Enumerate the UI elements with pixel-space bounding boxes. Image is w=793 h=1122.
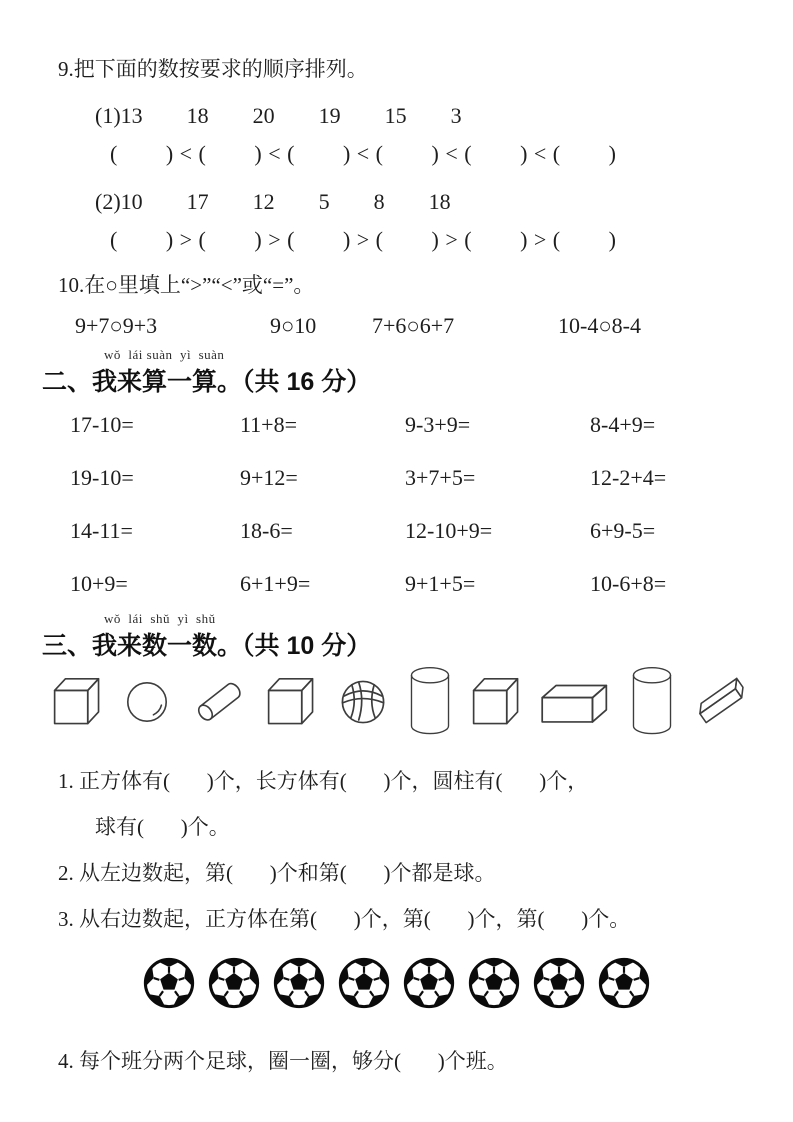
section-3-heading: 三、我来数一数。（共 10 分）: [42, 632, 372, 660]
calc-expression: 9-3+9=: [405, 412, 471, 437]
calc-expression: 6+9-5=: [590, 518, 656, 543]
section-3-pinyin: wǒ lái shǔ yì shǔ: [104, 611, 216, 626]
question-1-line2: 球有( )个。: [95, 815, 230, 839]
question-1-line1: 1. 正方体有( )个，长方体有( )个，圆柱有( )个，: [58, 769, 589, 793]
prism-icon: [689, 671, 755, 733]
cylinder-icon: [628, 664, 676, 740]
question-9-part2-answer-blanks: ( ) > ( ) > ( ) > ( ) > ( ) > ( ): [110, 227, 617, 252]
section-2-pinyin: wǒ lái suàn yì suàn: [104, 347, 225, 362]
soccer-ball-row: [0, 952, 793, 1014]
calc-expression: 9+12=: [240, 465, 298, 490]
soccer-ball-icon: [597, 956, 651, 1010]
compare-expression: 7+6○6+7: [372, 313, 455, 338]
cylinder-icon: [406, 664, 454, 740]
calc-expression: 11+8=: [240, 412, 297, 437]
cube-icon: [48, 670, 106, 734]
question-4: 4. 每个班分两个足球，圈一圈，够分( )个班。: [58, 1049, 508, 1073]
compare-expression: 9+7○9+3: [75, 313, 158, 338]
soccer-ball-icon: [402, 956, 456, 1010]
section-2-heading: 二、我来算一算。（共 16 分）: [42, 368, 372, 396]
calculation-grid: [70, 412, 730, 624]
question-9-part1-answer-blanks: ( ) < ( ) < ( ) < ( ) < ( ) < ( ): [110, 141, 617, 166]
soccer-ball-icon: [272, 956, 326, 1010]
cube-icon: [262, 670, 320, 734]
soccer-ball-icon: [207, 956, 261, 1010]
question-3: 3. 从右边数起，正方体在第( )个，第( )个，第( )个。: [58, 907, 631, 931]
shapes-row: [48, 656, 755, 748]
compare-expression: 10-4○8-4: [558, 313, 641, 338]
calc-expression: 6+1+9=: [240, 571, 311, 596]
cylinder-rod-icon: [188, 669, 250, 735]
cuboid-icon: [537, 675, 615, 729]
question-9-part2-numbers: (2)10 17 12 5 8 18: [95, 189, 451, 214]
calc-expression: 3+7+5=: [405, 465, 476, 490]
question-9-part1-numbers: (1)13 18 20 19 15 3: [95, 103, 462, 128]
question-10-items: [0, 312, 793, 342]
calc-expression: 17-10=: [70, 412, 134, 437]
soccer-ball-icon: [467, 956, 521, 1010]
sphere-icon: [119, 674, 175, 730]
question-9-title: 9.把下面的数按要求的顺序排列。: [58, 57, 368, 81]
calc-expression: 9+1+5=: [405, 571, 476, 596]
calc-expression: 8-4+9=: [590, 412, 656, 437]
calc-expression: 12-2+4=: [590, 465, 667, 490]
calc-expression: 12-10+9=: [405, 518, 493, 543]
calc-expression: 10+9=: [70, 571, 128, 596]
question-2: 2. 从左边数起，第( )个和第( )个都是球。: [58, 861, 496, 885]
soccer-ball-icon: [532, 956, 586, 1010]
volleyball-icon: [333, 672, 393, 732]
cube-icon: [467, 670, 525, 734]
soccer-ball-icon: [142, 956, 196, 1010]
calc-expression: 14-11=: [70, 518, 133, 543]
calc-expression: 18-6=: [240, 518, 293, 543]
question-10-title: 10.在○里填上“>”“<”或“=”。: [58, 273, 315, 297]
calc-expression: 10-6+8=: [590, 571, 667, 596]
soccer-ball-icon: [337, 956, 391, 1010]
calc-expression: 19-10=: [70, 465, 134, 490]
compare-expression: 9○10: [270, 313, 317, 338]
